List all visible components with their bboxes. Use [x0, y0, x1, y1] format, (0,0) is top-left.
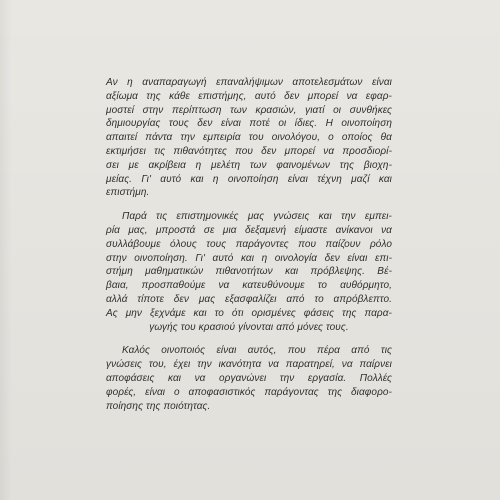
paragraph-1-line-7: σει με ακρίβεια η μελέτη των φαινομένων της βιοχη- — [106, 159, 392, 171]
paragraph-3-line-5: ποίησης της ποιότητας. — [106, 400, 211, 412]
paragraph-2-line-6: βαια, προσπαθούμε να κατευθύνουμε το αυθόρμητο, — [106, 280, 392, 292]
paragraph-1-line-5: απαιτεί πάντα την εμπειρία του οινολόγου, ο οποίος θα — [106, 132, 392, 144]
paragraph-2 — [106, 210, 392, 334]
paragraph-1-line-9: επιστήμη. — [106, 187, 150, 199]
paragraph-1-line-2: αξίωμα της κάθε επιστήμης, αυτό δεν μπορεί να εφαρ- — [106, 90, 392, 102]
paragraph-1-line-8: μείας. Γι' αυτό και η οινοποίηση είναι τέχνη μαζί και — [106, 173, 392, 185]
paragraph-2-line-9: γωγής του κρασιού γίνονται από μόνες τους. — [149, 321, 349, 333]
paragraph-1-line-3: μοστεί στην περίπτωση των κρασιών, γιατί οι συνθήκες — [106, 104, 392, 116]
paragraph-2-line-1: Παρά τις επιστημονικές μας γνώσεις και την εμπει- — [122, 211, 392, 223]
paragraph-2-line-3: συλλάβουμε όλους τους παράγοντες που παίζουν ρόλο — [106, 238, 392, 250]
paragraph-3-line-2: γνώσεις του, έχει την ικανότητα να παρατηρεί, να παίρνει — [106, 359, 392, 371]
paragraph-2-line-4: στην οινοποίηση. Γι' αυτό και η οινολογία δεν είναι επι- — [106, 252, 392, 264]
paragraph-3-line-4: φορές, είναι ο αποφασιστικός παράγοντας της διαφορο- — [106, 386, 392, 398]
paragraph-1-line-1: Αν η αναπαραγωγή επαναλήψιμων αποτελεσμάτων είναι — [106, 77, 392, 88]
paragraph-3-line-1: Καλός οινοποιός είναι αυτός, που πέρα από τις — [122, 345, 392, 357]
paragraph-1-line-4: δημιουργίας τους δεν είναι ποτέ οι ίδιες. Η οινοποίηση — [106, 118, 392, 130]
paragraph-2-line-2: ρία μας, μπροστά σε μια δεξαμενή είμαστε ανίκανοι να — [106, 224, 392, 236]
paragraph-2-line-7: αλλά τίποτε δεν μας εξασφαλίζει από το απρόβλεπτο. — [106, 293, 392, 305]
paragraph-1 — [106, 76, 392, 200]
paragraph-2-line-8: Ας μην ξεχνάμε και το ότι ορισμένες φάσεις της παρα- — [106, 307, 392, 319]
body-text — [106, 76, 392, 423]
paragraph-3-line-3: αποφάσεις και να οργανώνει την εργασία. Πολλές — [106, 372, 392, 384]
paragraph-2-line-5: στήμη μαθηματικών πιθανοτήτων και πρόβλεψης. Βέ- — [106, 266, 392, 278]
paragraph-3 — [106, 344, 392, 413]
paragraph-1-line-6: εκτιμήσει τις πιθανότητες που δεν μπορεί να προσδιορί- — [106, 145, 392, 157]
